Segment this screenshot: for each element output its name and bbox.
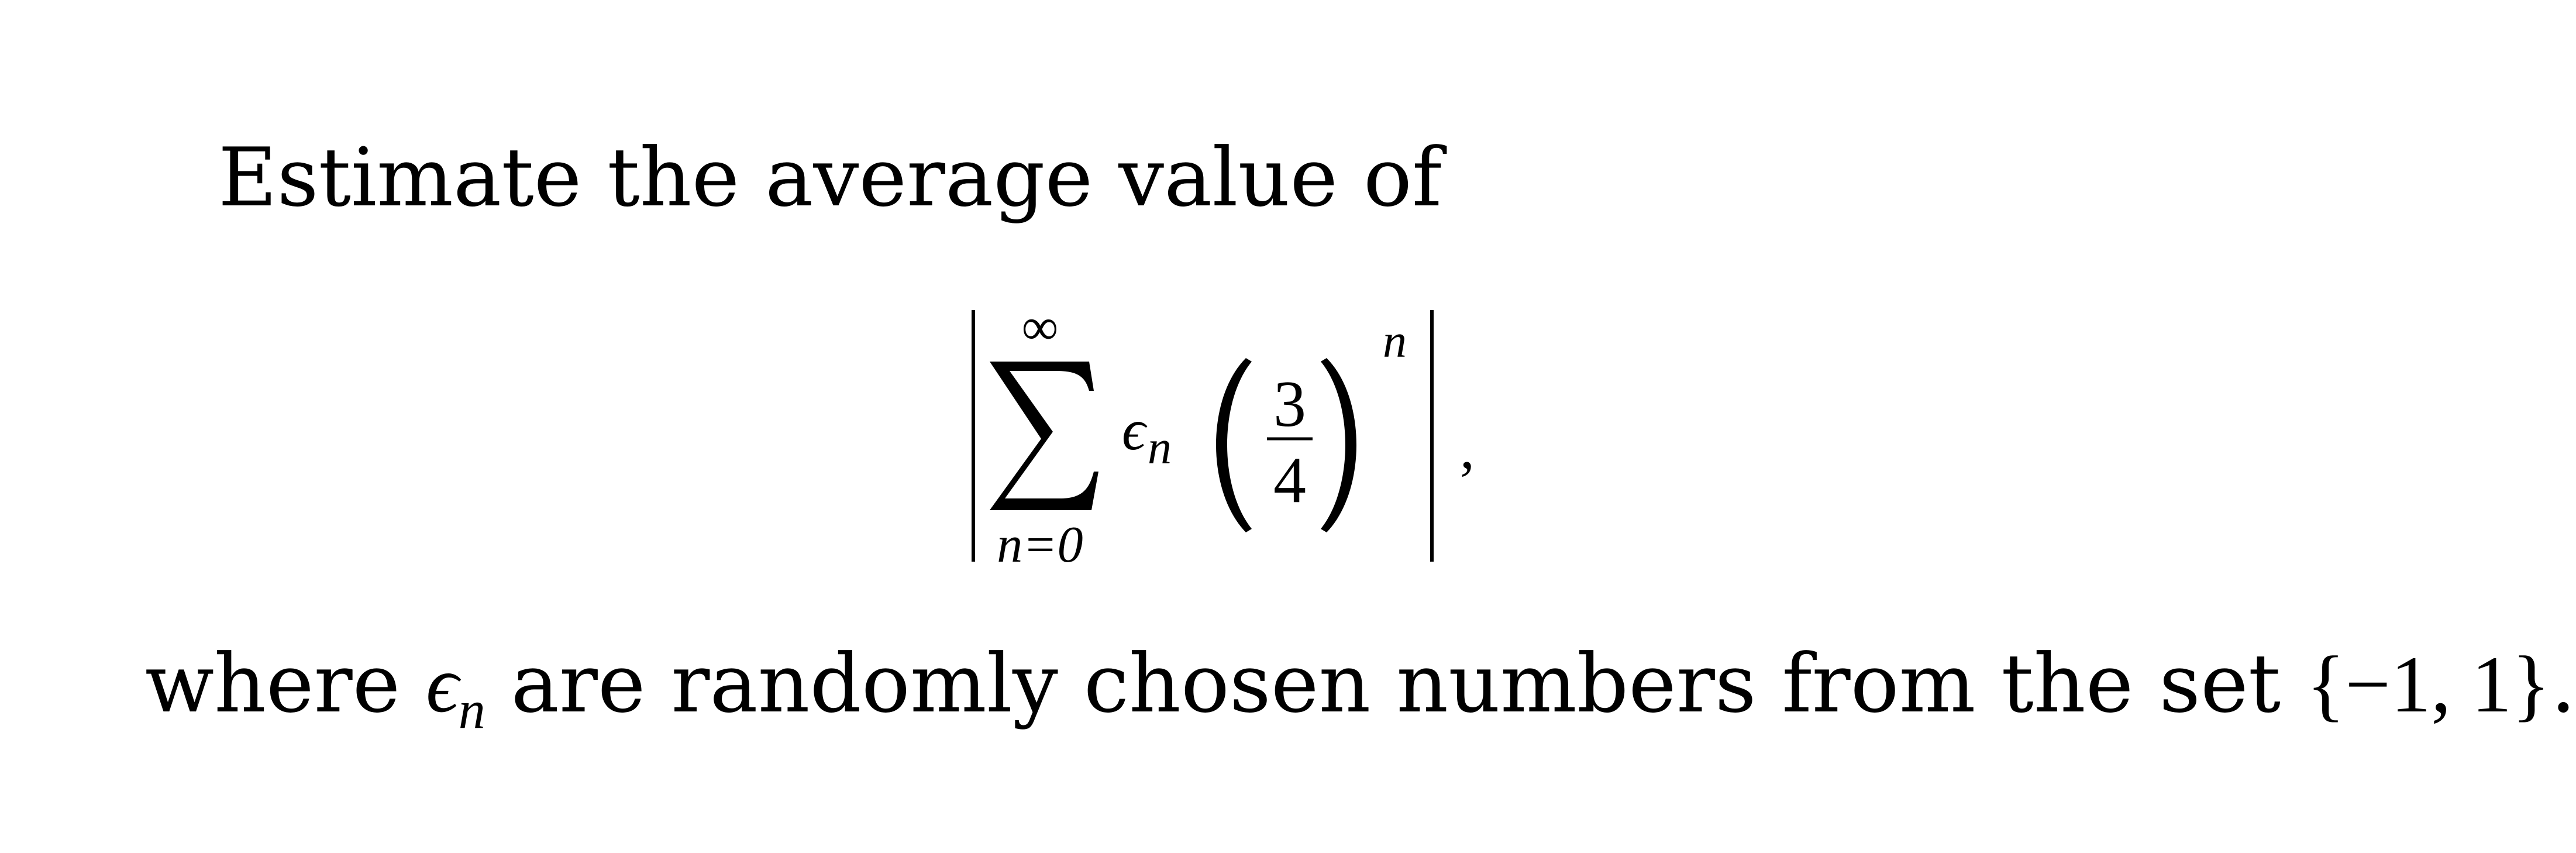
exponent: n: [1383, 314, 1407, 367]
trailing-comma: ,: [1460, 416, 1475, 481]
sum-upper-limit: ∞: [1021, 299, 1059, 356]
summation-sign: [990, 362, 1098, 510]
problem-conclusion-text: [145, 637, 2576, 740]
conclusion-before: where: [145, 637, 426, 731]
left-paren: [1216, 358, 1252, 532]
fraction-denominator: 4: [1273, 444, 1306, 517]
problem-intro-text: Estimate the average value of: [218, 130, 1442, 225]
sum-lower-limit: n=0: [997, 517, 1083, 573]
epsilon-inline-sub: n: [458, 680, 485, 740]
epsilon-subscript: n: [1148, 421, 1172, 474]
epsilon-inline: ϵ: [426, 639, 459, 729]
fraction-numerator: 3: [1273, 368, 1306, 441]
right-paren: [1321, 358, 1356, 532]
sum-formula: [936, 293, 1521, 585]
set-notation: {−1, 1}: [2306, 639, 2551, 729]
conclusion-end: .: [2550, 637, 2576, 731]
epsilon-symbol: ϵ: [1122, 397, 1146, 462]
conclusion-middle: are randomly chosen numbers from the set: [485, 637, 2307, 731]
